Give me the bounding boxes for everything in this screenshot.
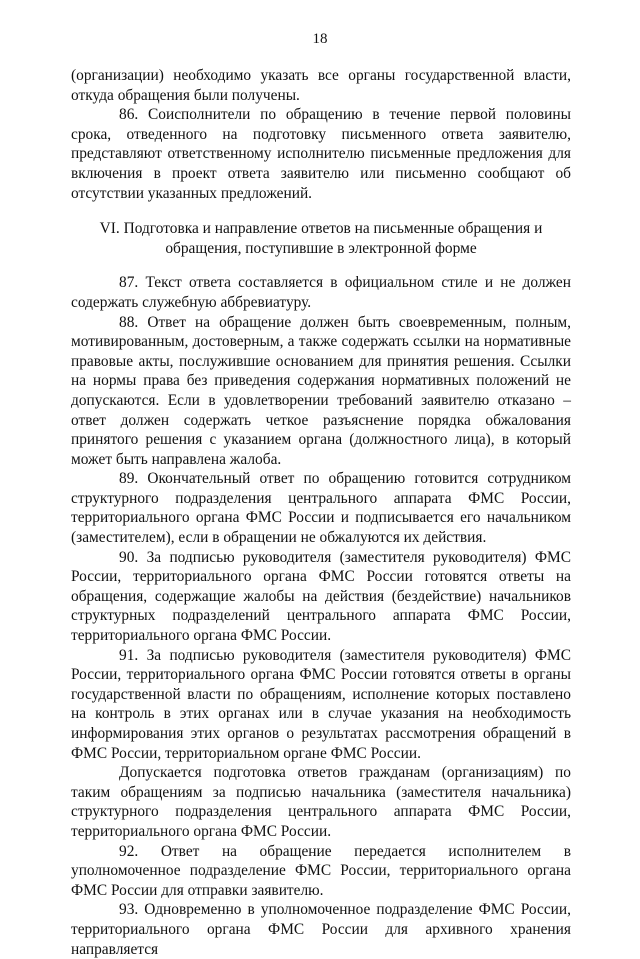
paragraph-number: 92. <box>119 842 139 860</box>
paragraph-text: Окончательный ответ по обращению готовится сотрудником структурного подразделения центрального аппарата ФМС России, территориального органа ФМС России и подписывается его начальником (заместителем), если в обращении не обжалуются их действия. <box>71 470 571 547</box>
paragraph-88 <box>71 313 571 470</box>
paragraph-text: Ответ на обращение должен быть своевременным, полным, мотивированным, достоверным, а также содержать ссылки на нормативные правовые акты, послужившие основанием для принятия решения. Ссылки на нормы права без приведения содержания нормативных положений не допускаются. Если в удовлетворении требований заявителю отказано – ответ должен содержать четкое разъяснение порядка обжалования принятого решения с указанием органа (должностного лица), в который может быть направлена жалоба. <box>71 313 571 468</box>
paragraph-text: Допускается подготовка ответов гражданам (организациям) по таким обращениям за подписью начальника (заместителя начальника) структурного подразделения центрального аппарата ФМС России, территориального органа ФМС России. <box>71 764 571 840</box>
paragraph-number: 86. <box>119 106 139 124</box>
paragraph-text: За подписью руководителя (заместителя руководителя) ФМС России, территориального органа ФМС России готовятся ответы в органы государственной власти по обращениям, исполнение которых поставлено на контроль в этих органах или в случае указания на необходимость информирования этих органов о результатах рассмотрения обращений в ФМС России, территориальном органе ФМС России. <box>71 646 571 762</box>
paragraph-91-continued <box>71 763 571 841</box>
paragraph-87 <box>71 273 571 312</box>
paragraph-text: Текст ответа составляется в официальном стиле и не должен содержать служебную аббревиатуру. <box>71 274 571 311</box>
section-heading: VI. Подготовка и направление ответов на письменные обращения и обращения, поступившие в электронной форме <box>99 220 543 257</box>
paragraph-92 <box>71 842 571 901</box>
paragraph-text: (организации) необходимо указать все органы государственной власти, откуда обращения были получены. <box>71 67 571 104</box>
paragraph-93 <box>71 900 571 959</box>
paragraph-text: За подписью руководителя (заместителя руководителя) ФМС России, территориального органа ФМС России готовятся ответы на обращения, содержащие жалобы на действия (бездействие) начальников структурных подразделений центрального аппарата ФМС России, территориального органа ФМС России. <box>71 548 571 645</box>
paragraph-number: 87. <box>119 274 139 292</box>
paragraph-number: 88. <box>119 313 139 331</box>
paragraph-text: Одновременно в уполномоченное подразделение ФМС России, территориального органа ФМС России для архивного хранения направляется <box>71 901 571 958</box>
paragraph-91 <box>71 646 571 764</box>
paragraph-number: 93. <box>119 901 139 919</box>
paragraph-86 <box>71 105 571 203</box>
paragraph-number: 89. <box>119 470 139 488</box>
paragraph-text: Ответ на обращение передается исполнителем в уполномоченное подразделение ФМС России, территориального органа ФМС России для отправки заявителю. <box>71 842 571 899</box>
paragraph-90 <box>71 548 571 646</box>
paragraph-89 <box>71 469 571 547</box>
document-body <box>71 66 571 959</box>
paragraph-continuation <box>71 66 571 105</box>
page-number: 18 <box>312 31 328 47</box>
paragraph-text: Соисполнители по обращению в течение первой половины срока, отведенного на подготовку письменного ответа заявителю, представляют ответственному исполнителю письменные предложения для включения в проект ответа заявителю или письменно сообщают об отсутствии указанных предложений. <box>71 106 571 202</box>
paragraph-number: 91. <box>119 646 139 664</box>
paragraph-number: 90. <box>119 548 139 566</box>
